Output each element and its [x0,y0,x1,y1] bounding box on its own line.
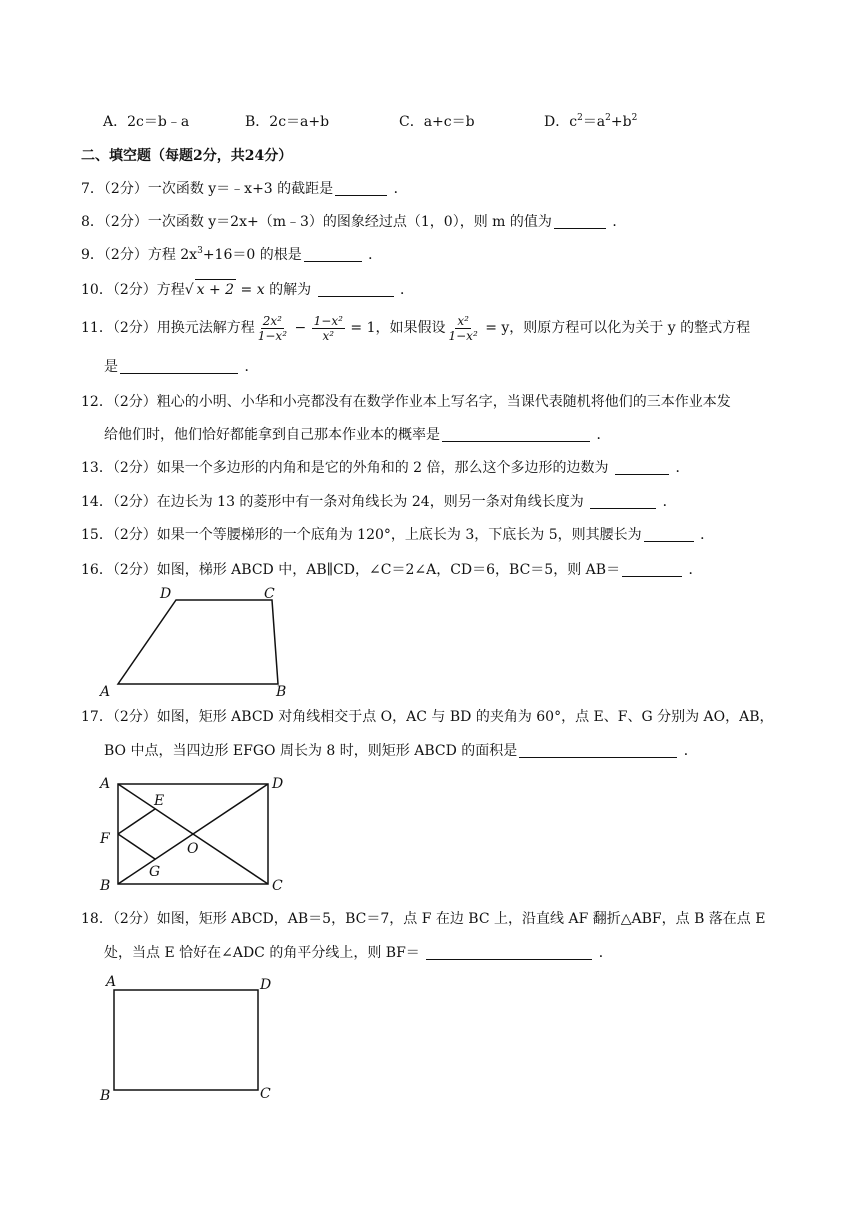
label-c: C [272,878,283,894]
rectangle-diagonals-figure [98,770,294,896]
label-o: O [187,841,199,857]
question-8: 8．（2分）一次函数 y＝2x+（m﹣3）的图象经过点（1，0），则 m 的值为 ． [81,214,627,230]
question-14: 14．（2分）在边长为 13 的菱形中有一条对角线长为 24，则另一条对角线长度为 ． [81,494,677,510]
option-d: D．$c^2=a^2+b^2$ [544,113,638,130]
label-d: D [272,776,284,792]
question-17: 17．（2分）如图，矩形 ABCD 对角线相交于点 O，AC 与 BD 的夹角为 60°，点 E、F、G 分别为 AO，AB， [81,709,774,725]
label-b: B [276,684,287,698]
question-18: 18．（2分）如图，矩形 ABCD，AB＝5，BC＝7，点 F 在边 BC 上，沿直线 AF 翻折△ABF，点 B 落在点 E [81,911,766,927]
label-a: A [106,974,117,990]
label-a: A [100,776,111,792]
label-c: C [260,1086,271,1102]
question-9: 9．（2分）方程 $2x^3+16=0$ 的根是 ． [81,246,383,263]
label-a: A [100,684,111,698]
trapezoid-figure [96,584,306,698]
question-17-line2: BO 中点，当四边形 EFGO 周长为 8 时，则矩形 ABCD 的面积是 ． [104,743,698,759]
question-11-line2: 是 ． [104,359,259,375]
label-d: D [260,977,272,993]
label-b: B [100,1088,111,1102]
rectangle-figure [98,974,282,1102]
question-11: 11．（2分）用换元法解方程 $\frac{\text{2x²}}{\text{1−x²}}$ − $\frac{\text{1−x²}}{\text{x²}}$ = 1，如果假设 $\frac{\text{x²}}{\text{1−x²}}$ = y，则原方程可以化为关于 y 的整式方程 [81,313,751,343]
option-c: C．a+c＝b [399,114,475,130]
question-15: 15．（2分）如果一个等腰梯形的一个底角为 120°，上底长为 3，下底长为 5，则其腰长为 ． [81,527,715,543]
question-16: 16．（2分）如图，梯形 ABCD 中，AB∥CD，∠C＝2∠A，CD＝6，BC＝5，则 AB＝ ． [81,562,703,578]
label-b: B [100,878,111,894]
option-b: B．2c＝a+b [245,114,330,130]
question-13: 13．（2分）如果一个多边形的内角和是它的外角和的 2 倍，那么这个多边形的边数为 ． [81,460,690,476]
label-e: E [154,793,165,809]
question-10: 10．（2分）方程√ x + 2 = x 的解为 ． [81,279,414,300]
label-c: C [264,586,275,602]
question-18-line2: 处，当点 E 恰好在∠ADC 的角平分线上，则 BF＝ ． [104,945,613,961]
option-a: A．2c＝b﹣a [103,114,190,130]
question-7: 7．（2分）一次函数 y＝﹣x+3 的截距是 ． [81,181,408,197]
label-g: G [149,864,161,880]
question-12-line2: 给他们时，他们恰好都能拿到自己那本作业本的概率是 ． [104,427,611,443]
label-d: D [160,586,172,602]
section-title: 二、填空题（每题2分，共24分） [81,148,293,164]
question-12: 12．（2分）粗心的小明、小华和小亮都没有在数学作业本上写名字，当课代表随机将他们的三本作业本发 [81,394,731,410]
label-f: F [100,831,110,847]
